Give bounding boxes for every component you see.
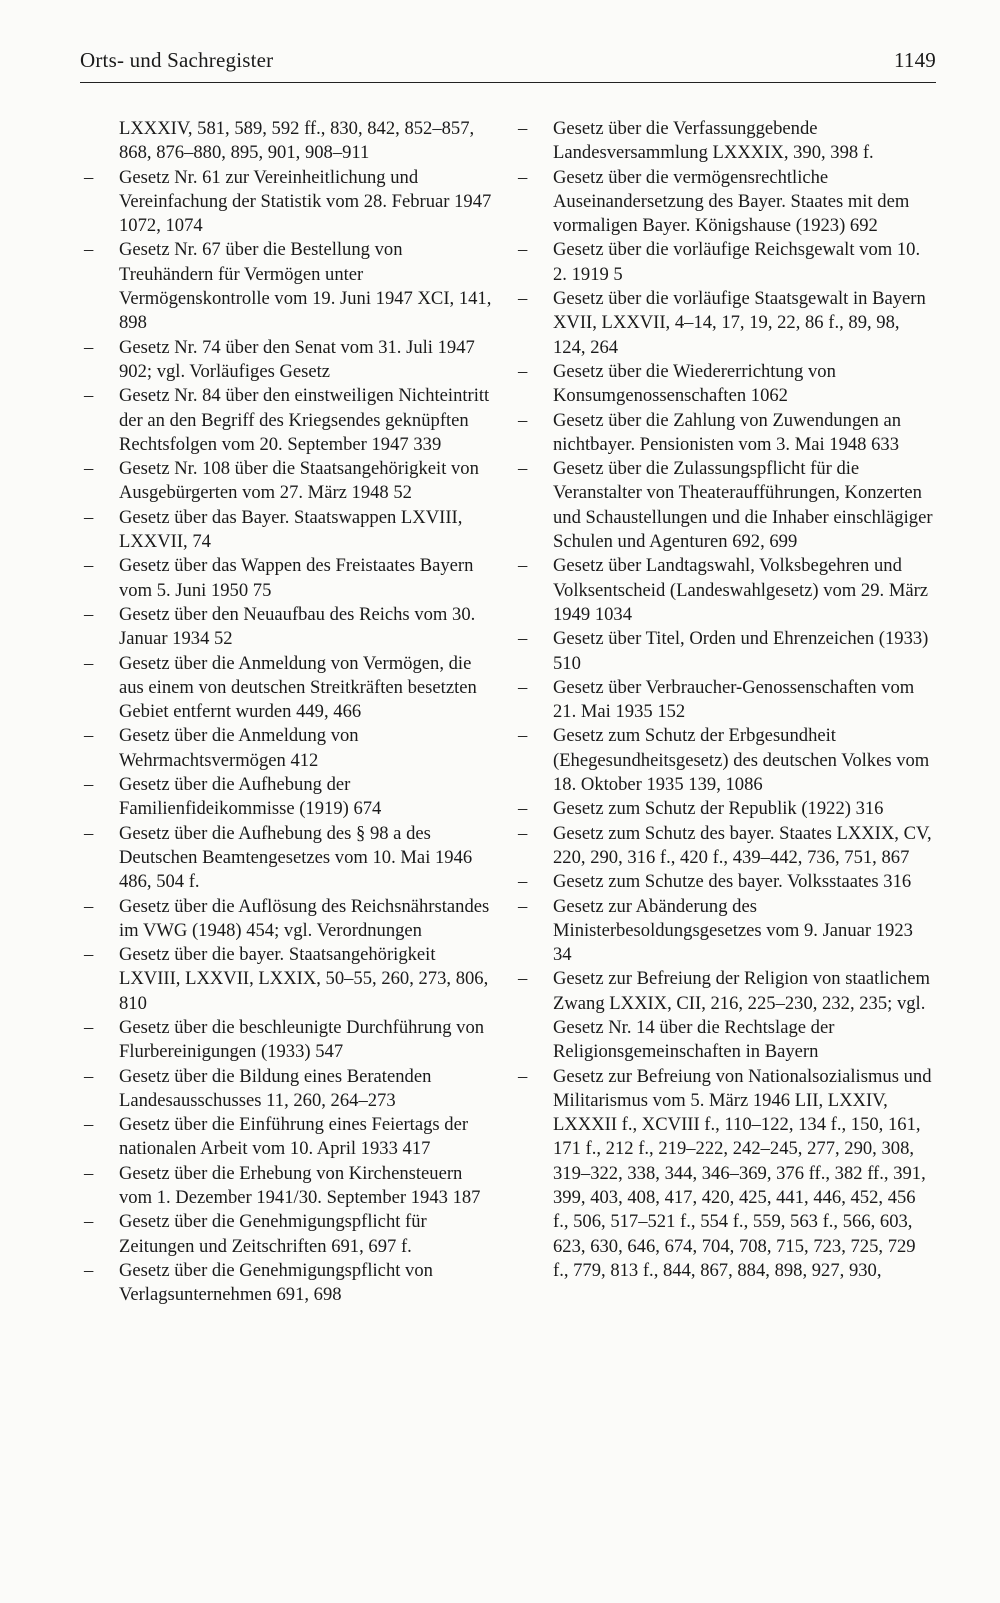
index-entry <box>518 797 934 821</box>
index-entry <box>84 652 494 725</box>
entry-dash: – <box>518 166 528 188</box>
entry-text: Gesetz über das Bayer. Staatswappen LXVIII, LXXVII, 74 <box>119 506 463 553</box>
entry-dash: – <box>84 1065 94 1087</box>
entry-dash: – <box>84 1016 94 1038</box>
header-rule <box>80 82 936 83</box>
index-entry <box>84 166 494 239</box>
entry-text: Gesetz über Titel, Orden und Ehrenzeichen (1933) 510 <box>553 628 929 674</box>
entry-dash: – <box>84 1114 94 1136</box>
index-entry <box>518 724 934 797</box>
entry-dash: – <box>84 1259 94 1281</box>
index-entry <box>518 870 934 894</box>
entry-dash: – <box>84 725 94 747</box>
index-entry <box>84 117 494 166</box>
entry-text: Gesetz über die vorläufige Staatsgewalt in Bayern XVII, LXXVII, 4–14, 17, 19, 22, 86 f., 89, 98, 124, 264 <box>553 288 926 358</box>
entry-text: Gesetz über die Genehmigungspflicht von Verlagsunternehmen 691, 698 <box>119 1259 433 1306</box>
index-entry <box>84 384 494 457</box>
index-entry <box>84 506 494 555</box>
index-entry <box>518 1065 934 1284</box>
index-entry <box>84 1065 494 1114</box>
entry-text: Gesetz über die Einführung eines Feiertags der nationalen Arbeit vom 10. April 1933 417 <box>119 1114 469 1160</box>
entry-dash: – <box>84 822 94 844</box>
entry-dash: – <box>518 725 528 747</box>
index-entry <box>84 1210 494 1259</box>
entry-dash: – <box>518 628 528 650</box>
entry-text: Gesetz über die beschleunigte Durchführung von Flurbereinigungen (1933) 547 <box>119 1016 485 1063</box>
entry-text: LXXXIV, 581, 589, 592 ff., 830, 842, 852–857, 868, 876–880, 895, 901, 908–911 <box>119 118 475 164</box>
entry-dash: – <box>84 555 94 577</box>
entry-text: Gesetz über die Zulassungspflicht für die Veranstalter von Theateraufführungen, Konzerten und Schaustellungen und die Inhaber einschlägiger Schulen und Agenturen 692, 699 <box>553 458 933 553</box>
entry-text: Gesetz Nr. 108 über die Staatsangehörigkeit von Ausgebürgerten vom 27. März 1948 52 <box>119 458 479 504</box>
index-column-right <box>518 117 934 1283</box>
entry-dash: – <box>518 798 528 820</box>
entry-text: Gesetz über die Anmeldung von Vermögen, die aus einem von deutschen Streitkräften besetzten Gebiet entfernt wurden 449, 466 <box>119 652 477 723</box>
entry-dash: – <box>518 822 528 844</box>
index-entry <box>84 1016 494 1065</box>
entry-text: Gesetz über die vermögensrechtliche Auseinandersetzung des Bayer. Staates mit dem vormaligen Bayer. Königshause (1923) 692 <box>553 166 910 237</box>
index-entry <box>518 627 934 676</box>
entry-text: Gesetz zur Abänderung des Ministerbesoldungsgesetzes vom 9. Januar 1923 34 <box>553 895 913 966</box>
entry-dash: – <box>518 458 528 480</box>
index-entry <box>84 724 494 773</box>
entry-text: Gesetz über die Zahlung von Zuwendungen an nichtbayer. Pensionisten vom 3. Mai 1948 633 <box>553 409 902 455</box>
entry-text: Gesetz über Verbraucher-Genossenschaften vom 21. Mai 1935 152 <box>553 676 915 723</box>
index-entry <box>518 676 934 725</box>
entry-text: Gesetz Nr. 67 über die Bestellung von Treuhändern für Vermögen unter Vermögenskontrolle vom 19. Juni 1947 XCI, 141, 898 <box>119 239 492 334</box>
entry-dash: – <box>518 968 528 990</box>
entry-text: Gesetz zum Schutze des bayer. Volksstaates 316 <box>553 871 912 893</box>
index-entry <box>84 943 494 1016</box>
entry-text: Gesetz Nr. 84 über den einstweiligen Nichteintritt der an den Begriff des Kriegsendes geknüpften Rechtsfolgen vom 20. September 1947 339 <box>119 385 490 455</box>
index-entry <box>84 554 494 603</box>
entry-text: Gesetz über die Aufhebung der Familienfideikommisse (1919) 674 <box>119 774 382 820</box>
entry-dash: – <box>84 603 94 625</box>
entry-dash: – <box>84 385 94 407</box>
entry-dash: – <box>518 555 528 577</box>
index-entry <box>84 895 494 944</box>
index-entry <box>518 457 934 554</box>
entry-dash: – <box>518 895 528 917</box>
entry-dash: – <box>518 360 528 382</box>
entry-dash: – <box>518 239 528 261</box>
entry-text: Gesetz über die Verfassunggebende Landesversammlung LXXXIX, 390, 398 f. <box>553 118 874 164</box>
index-entry <box>84 1113 494 1162</box>
index-entry <box>518 895 934 968</box>
entry-text: Gesetz zum Schutz der Erbgesundheit (Ehegesundheitsgesetz) des deutschen Volkes vom 18. Oktober 1935 139, 1086 <box>553 725 930 796</box>
entry-text: Gesetz über die Anmeldung von Wehrmachtsvermögen 412 <box>119 725 359 771</box>
entry-text: Gesetz über Landtagswahl, Volksbegehren und Volksentscheid (Landeswahlgesetz) vom 29. März 1949 1034 <box>553 555 929 625</box>
entry-dash: – <box>518 676 528 698</box>
entry-text: Gesetz Nr. 74 über den Senat vom 31. Juli 1947 902; vgl. Vorläufiges Gesetz <box>119 336 475 382</box>
entry-dash: – <box>84 506 94 528</box>
entry-dash: – <box>84 458 94 480</box>
index-entry <box>518 409 934 458</box>
entry-text: Gesetz über die Bildung eines Beratenden Landesausschusses 11, 260, 264–273 <box>119 1065 432 1111</box>
entry-dash: – <box>84 239 94 261</box>
entry-text: Gesetz zum Schutz des bayer. Staates LXXIX, CV, 220, 290, 316 f., 420 f., 439–442, 736, 751, 867 <box>553 822 932 868</box>
entry-text: Gesetz über das Wappen des Freistaates Bayern vom 5. Juni 1950 75 <box>119 555 474 601</box>
entry-text: Gesetz über die Wiedererrichtung von Konsumgenossenschaften 1062 <box>553 360 836 407</box>
entry-dash: – <box>518 409 528 431</box>
index-entry <box>84 603 494 652</box>
entry-text: Gesetz über die Erhebung von Kirchensteuern vom 1. Dezember 1941/30. September 1943 187 <box>119 1162 481 1209</box>
entry-text: Gesetz über die Genehmigungspflicht für Zeitungen und Zeitschriften 691, 697 f. <box>119 1211 427 1257</box>
entry-text: Gesetz zur Befreiung von Nationalsozialismus und Militarismus vom 5. März 1946 LII, LXXIV, LXXXII f., XCVIII f., 110–122, 134 f., 150, 161, 171 f., 212 f., 219–222, 242–245, 277, 290, 308, 319–322, 338, 344, 346–369, 376 ff., 382 ff., 391, 399, 403, 408, 417, 420, 425, 441, 446, 452, 456 f., 506, 517–521 f., 554 f., 559, 563 f., 566, 603, 623, 630, 646, 674, 704, 708, 715, 723, 725, 729 f., 779, 813 f., 844, 867, 884, 898, 927, 930, <box>553 1065 932 1281</box>
entry-text: Gesetz zur Befreiung der Religion von staatlichem Zwang LXXIX, CII, 216, 225–230, 232, 235; vgl. Gesetz Nr. 14 über die Rechtslage der Religionsgemeinschaften in Bayern <box>553 968 930 1063</box>
index-entry <box>84 773 494 822</box>
entry-dash: – <box>518 288 528 310</box>
entry-dash: – <box>518 1065 528 1087</box>
index-entry <box>84 822 494 895</box>
entry-text: Gesetz zum Schutz der Republik (1922) 316 <box>553 798 884 820</box>
entry-dash: – <box>84 166 94 188</box>
entry-dash: – <box>84 1211 94 1233</box>
entry-text: Gesetz über die Auflösung des Reichsnährstandes im VWG (1948) 454; vgl. Verordnungen <box>119 895 490 941</box>
index-entry <box>518 967 934 1064</box>
index-entry <box>518 822 934 871</box>
entry-dash: – <box>84 1162 94 1184</box>
entry-dash: – <box>518 118 528 139</box>
index-column-left <box>84 117 494 1308</box>
entry-text: Gesetz Nr. 61 zur Vereinheitlichung und Vereinfachung der Statistik vom 28. Februar 1947 1072, 1074 <box>119 166 492 237</box>
index-entry <box>84 336 494 385</box>
entry-text: Gesetz über den Neuaufbau des Reichs vom 30. Januar 1934 52 <box>119 603 476 650</box>
page-number: 1149 <box>893 48 936 72</box>
entry-dash: – <box>84 895 94 917</box>
index-entry <box>518 166 934 239</box>
entry-dash: – <box>518 871 528 893</box>
entry-dash: – <box>84 652 94 674</box>
page-header <box>80 48 936 73</box>
entry-text: Gesetz über die bayer. Staatsangehörigkeit LXVIII, LXXVII, LXXIX, 50–55, 260, 273, 806, 810 <box>119 944 489 1014</box>
entry-dash: – <box>84 944 94 966</box>
index-entry <box>518 117 934 166</box>
index-entry <box>84 1162 494 1211</box>
index-entry <box>84 1259 494 1308</box>
index-entry <box>518 554 934 627</box>
index-entry <box>518 287 934 360</box>
entry-dash: – <box>84 336 94 358</box>
entry-text: Gesetz über die Aufhebung des § 98 a des Deutschen Beamtengesetzes vom 10. Mai 1946 486, 504 f. <box>119 822 473 893</box>
index-entry <box>518 360 934 409</box>
index-entry <box>84 238 494 335</box>
index-entry <box>84 457 494 506</box>
section-title: Orts- und Sachregister <box>80 48 274 72</box>
entry-dash: – <box>84 774 94 796</box>
entry-text: Gesetz über die vorläufige Reichsgewalt vom 10. 2. 1919 5 <box>553 239 921 285</box>
index-entry <box>518 238 934 287</box>
